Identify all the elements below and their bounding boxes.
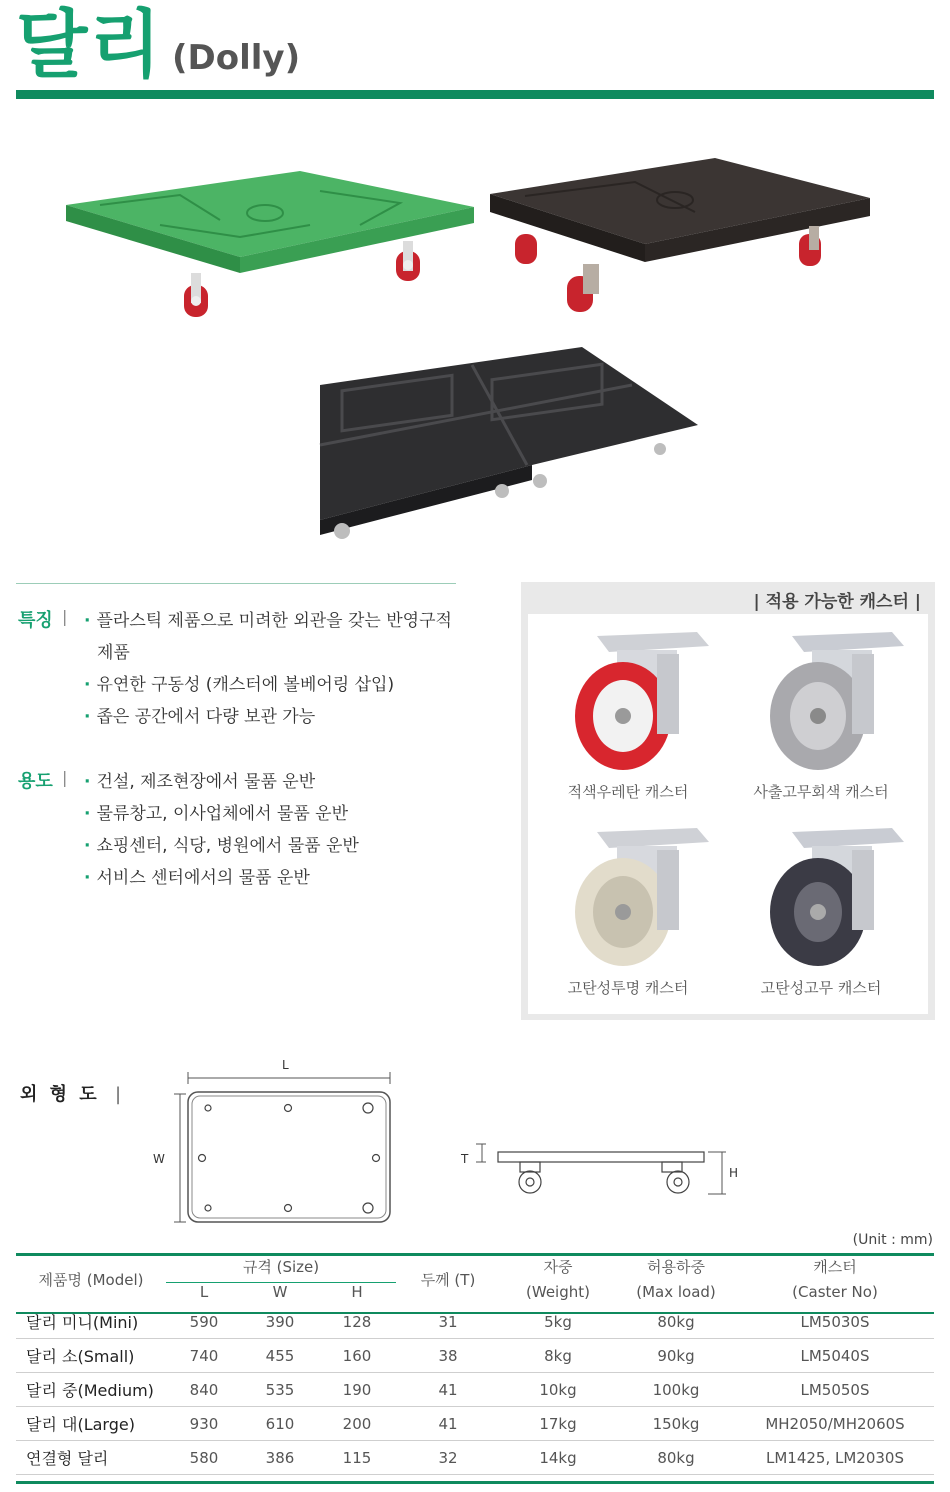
cell-model: 달리 미니(Mini) <box>16 1305 166 1339</box>
cell-caster: MH2050/MH2060S <box>736 1407 934 1441</box>
uses-label: 용도 <box>18 771 53 792</box>
caster-red-image <box>567 628 717 776</box>
table-bottom-rule <box>16 1481 934 1484</box>
header-model: 제품명 (Model) <box>38 1270 144 1289</box>
cell-L: 740 <box>166 1339 242 1373</box>
caster-clear-image <box>567 824 717 972</box>
header-size: 규격 (Size) <box>242 1257 320 1276</box>
use-item: · 물류창고, 이사업체에서 물품 운반 <box>84 804 348 824</box>
cell-weight: 5kg <box>500 1305 616 1339</box>
table-row <box>16 1441 934 1475</box>
cell-load: 80kg <box>616 1305 736 1339</box>
uses-separator: | <box>62 768 68 787</box>
connectable-dolly-image <box>312 345 702 545</box>
dimension-W: W <box>153 1152 165 1166</box>
green-dolly-image <box>60 165 480 325</box>
cell-L: 580 <box>166 1441 242 1475</box>
table-row <box>16 1305 934 1339</box>
page-subtitle: (Dolly) <box>172 38 301 78</box>
cell-T: 41 <box>396 1373 500 1407</box>
cell-weight: 8kg <box>500 1339 616 1373</box>
table-row <box>16 1407 934 1441</box>
feature-item: · 플라스틱 제품으로 미려한 외관을 갖는 반영구적 <box>84 611 452 631</box>
cell-weight: 10kg <box>500 1373 616 1407</box>
cell-W: 390 <box>242 1305 318 1339</box>
caster-name: 고탄성고무 캐스터 <box>760 979 882 997</box>
cell-load: 100kg <box>616 1373 736 1407</box>
cell-model: 달리 소(Small) <box>16 1339 166 1373</box>
features-label: 특징 <box>18 610 53 631</box>
header-L: L <box>199 1283 209 1301</box>
cell-T: 41 <box>396 1407 500 1441</box>
table-row <box>16 1339 934 1373</box>
header-H: H <box>351 1283 363 1301</box>
top-view-drawing <box>150 1056 410 1236</box>
unit-note: (Unit : mm) <box>852 1232 933 1248</box>
title-divider <box>16 90 934 99</box>
dimension-L: L <box>282 1058 289 1072</box>
cell-H: 115 <box>318 1441 396 1475</box>
cell-caster: LM1425, LM2030S <box>736 1441 934 1475</box>
header-weight: 자중 <box>543 1257 573 1276</box>
header-weight-en: (Weight) <box>526 1283 590 1301</box>
cell-T: 32 <box>396 1441 500 1475</box>
cell-T: 38 <box>396 1339 500 1373</box>
table-row <box>16 1373 934 1407</box>
header-thickness: 두께 (T) <box>420 1270 476 1289</box>
use-item: · 서비스 센터에서의 물품 운반 <box>84 868 310 888</box>
feature-item: · 좁은 공간에서 다량 보관 가능 <box>84 707 316 727</box>
cell-model: 달리 대(Large) <box>16 1407 166 1441</box>
cell-caster: LM5030S <box>736 1305 934 1339</box>
cell-H: 160 <box>318 1339 396 1373</box>
cell-H: 190 <box>318 1373 396 1407</box>
caster-panel-title: | 적용 가능한 캐스터 | <box>753 592 921 612</box>
caster-name: 사출고무회색 캐스터 <box>753 783 889 801</box>
cell-H: 128 <box>318 1305 396 1339</box>
side-view-drawing <box>470 1140 730 1202</box>
black-dolly-image <box>485 152 875 322</box>
cell-load: 90kg <box>616 1339 736 1373</box>
cell-caster: LM5050S <box>736 1373 934 1407</box>
caster-black-image <box>762 824 912 972</box>
cell-weight: 14kg <box>500 1441 616 1475</box>
caster-name: 고탄성투명 캐스터 <box>567 979 689 997</box>
cell-L: 930 <box>166 1407 242 1441</box>
cell-W: 535 <box>242 1373 318 1407</box>
use-item: · 쇼핑센터, 식당, 병원에서 물품 운반 <box>84 836 359 856</box>
cell-model: 달리 중(Medium) <box>16 1373 166 1407</box>
header-caster-en: (Caster No) <box>792 1283 878 1301</box>
caster-name: 적색우레탄 캐스터 <box>567 783 689 801</box>
header-load-en: (Max load) <box>636 1283 716 1301</box>
dimension-H: H <box>729 1166 739 1180</box>
cell-H: 200 <box>318 1407 396 1441</box>
caster-gray-image <box>762 628 912 776</box>
cell-weight: 17kg <box>500 1407 616 1441</box>
cell-L: 840 <box>166 1373 242 1407</box>
header-W: W <box>272 1283 288 1301</box>
feature-item-continued: 제품 <box>97 643 130 663</box>
cell-caster: LM5040S <box>736 1339 934 1373</box>
dimension-label: 외 형 도 | <box>20 1084 122 1105</box>
cell-load: 150kg <box>616 1407 736 1441</box>
cell-model: 연결형 달리 <box>16 1441 166 1475</box>
dimension-T: T <box>461 1152 469 1166</box>
feature-item: · 유연한 구동성 (캐스터에 볼베어링 삽입) <box>84 675 395 695</box>
features-separator: | <box>62 607 68 626</box>
header-caster: 캐스터 <box>813 1257 857 1276</box>
header-load: 허용하중 <box>647 1257 705 1276</box>
features-divider <box>16 583 456 584</box>
cell-L: 590 <box>166 1305 242 1339</box>
spec-table <box>16 1253 934 1475</box>
cell-W: 610 <box>242 1407 318 1441</box>
cell-W: 455 <box>242 1339 318 1373</box>
use-item: · 건설, 제조현장에서 물품 운반 <box>84 772 316 792</box>
cell-W: 386 <box>242 1441 318 1475</box>
page-title: 달리 <box>16 2 163 88</box>
cell-T: 31 <box>396 1305 500 1339</box>
cell-load: 80kg <box>616 1441 736 1475</box>
